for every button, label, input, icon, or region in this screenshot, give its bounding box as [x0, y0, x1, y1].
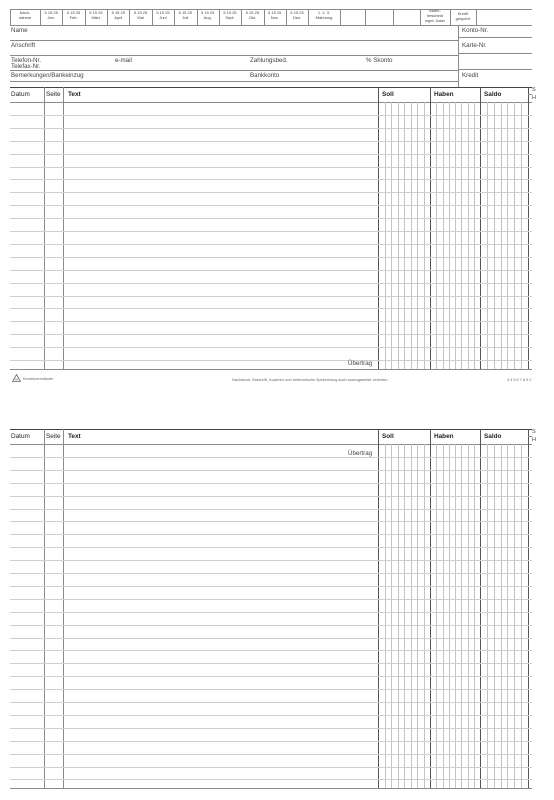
table-row [10, 625, 532, 626]
table-row [10, 483, 532, 484]
nachnahme-label: Nach- nahme [18, 10, 32, 20]
month-name: Dez. [292, 15, 302, 20]
anschrift-label: Anschrift [11, 42, 36, 49]
month-name: Juli [182, 15, 189, 20]
datum-header: Datum [11, 91, 30, 98]
uebertrag-label: Übertrag [348, 360, 373, 367]
month-name: Jan. [47, 15, 55, 20]
s-header: S [532, 429, 536, 435]
table-row [10, 205, 532, 206]
month-name: Feb. [69, 15, 78, 20]
table-row [10, 154, 532, 155]
table-row [10, 728, 532, 729]
month-codes: 5 15 25 [245, 10, 260, 15]
text-header: Text [68, 433, 81, 440]
table-row [10, 296, 532, 297]
table-row [10, 521, 532, 522]
zahlungsbed-label: Zahlungsbed. [250, 57, 288, 64]
mahnbescheid-label: Mahn- bescheid [426, 8, 443, 18]
table-row [10, 321, 532, 322]
table-row [10, 741, 532, 742]
skonto-label: % Skonto [366, 57, 393, 64]
kredit-gesperrt-label: Kredit gesperrt [455, 11, 471, 21]
month-name: April [114, 15, 123, 20]
table-row [10, 244, 532, 245]
bemerkungen-label: Bemerkungen/Bankeinzug [11, 72, 84, 79]
table-row [10, 457, 532, 458]
table-row [10, 179, 532, 180]
table-row [10, 192, 532, 193]
soll-header: Soll [382, 433, 394, 440]
table-row [10, 534, 532, 535]
table-row [10, 231, 532, 232]
text-header: Text [68, 91, 81, 98]
table-row [10, 573, 532, 574]
table-row [10, 754, 532, 755]
table-row [10, 308, 532, 309]
month-codes: 5 15 25 [44, 10, 58, 15]
telefon-label: Telefon-Nr. [11, 57, 41, 64]
table-row [10, 283, 532, 284]
table-row [10, 702, 532, 703]
footer-notice: Nachdruck, Abschrift, Kopieren und elektronische Speicherung auch auszugsweise verboten. [232, 378, 389, 382]
table-row [10, 509, 532, 510]
month-codes: 5 15 25 [66, 10, 81, 15]
table-row [10, 128, 532, 129]
month-codes: 5 15 25 [290, 10, 304, 15]
footer-brand: Kontokorrentkarte [23, 377, 54, 381]
table-row [10, 586, 532, 587]
saldo-header: Saldo [484, 433, 502, 440]
brand-logo-icon [12, 374, 21, 382]
bankkonto-label: Bankkonto [250, 72, 280, 79]
table-row [10, 650, 532, 651]
haben-header: Haben [434, 433, 454, 440]
month-name: Mai [137, 15, 144, 20]
month-codes: 5 15 25 [156, 10, 170, 15]
table-row [10, 167, 532, 168]
h-header: H [532, 95, 536, 101]
table-row [10, 496, 532, 497]
table-row [10, 779, 532, 780]
table-row [10, 334, 532, 335]
seite-header: Seite [46, 91, 61, 98]
table-row [10, 115, 532, 116]
svg-text:WA: WA [14, 378, 19, 382]
email-label: e-mail [115, 57, 132, 64]
month-codes: 5 15 25 [223, 10, 237, 15]
soll-header: Soll [382, 91, 394, 98]
mahnbescheid-sub: angeh. Datum [424, 19, 446, 23]
table-row [10, 676, 532, 677]
month-codes: 5 15 25 [133, 10, 148, 15]
telefax-label: Telefax-Nr. [11, 63, 41, 70]
seite-header: Seite [46, 433, 61, 440]
footer-code: 3 4 5 6 7 8 9 C [507, 378, 532, 382]
mahnung-codes: 1. 2. 3. [317, 10, 331, 15]
table-row [10, 663, 532, 664]
table-row [10, 767, 532, 768]
table-row [10, 270, 532, 271]
konto-nr-label: Konto-Nr. [462, 27, 489, 34]
haben-header: Haben [434, 91, 454, 98]
table-row [10, 347, 532, 348]
table-row [10, 218, 532, 219]
month-codes: 5 15 25 [268, 10, 282, 15]
month-codes: 5 15 25 [178, 10, 192, 15]
saldo-header: Saldo [484, 91, 502, 98]
month-name: März [91, 15, 101, 20]
s-header: S [532, 87, 536, 93]
month-codes: 5 15 25 [201, 10, 215, 15]
mahnung-label: Mahnung [315, 15, 333, 20]
month-name: Juni [159, 15, 167, 20]
month-name: Nov. [270, 15, 279, 20]
h-header: H [532, 437, 536, 443]
month-codes: 5 15 25 [89, 10, 103, 15]
month-codes: 5 15 25 [111, 10, 125, 15]
table-row [10, 612, 532, 613]
table-row [10, 715, 532, 716]
table-row [10, 547, 532, 548]
month-name: Okt. [248, 15, 257, 20]
table-row [10, 638, 532, 639]
datum-header: Datum [11, 433, 30, 440]
table-row [10, 257, 532, 258]
month-name: Aug. [203, 15, 212, 20]
karte-nr-label: Karte-Nr. [462, 42, 487, 49]
name-label: Name [11, 27, 28, 34]
table-row [10, 141, 532, 142]
table-row [10, 560, 532, 561]
table-row [10, 360, 532, 361]
table-row [10, 689, 532, 690]
uebertrag-label: Übertrag [348, 450, 373, 457]
month-name: Sept. [225, 15, 235, 20]
table-row [10, 470, 532, 471]
table-row [10, 599, 532, 600]
kredit-label: Kredit [462, 72, 479, 79]
